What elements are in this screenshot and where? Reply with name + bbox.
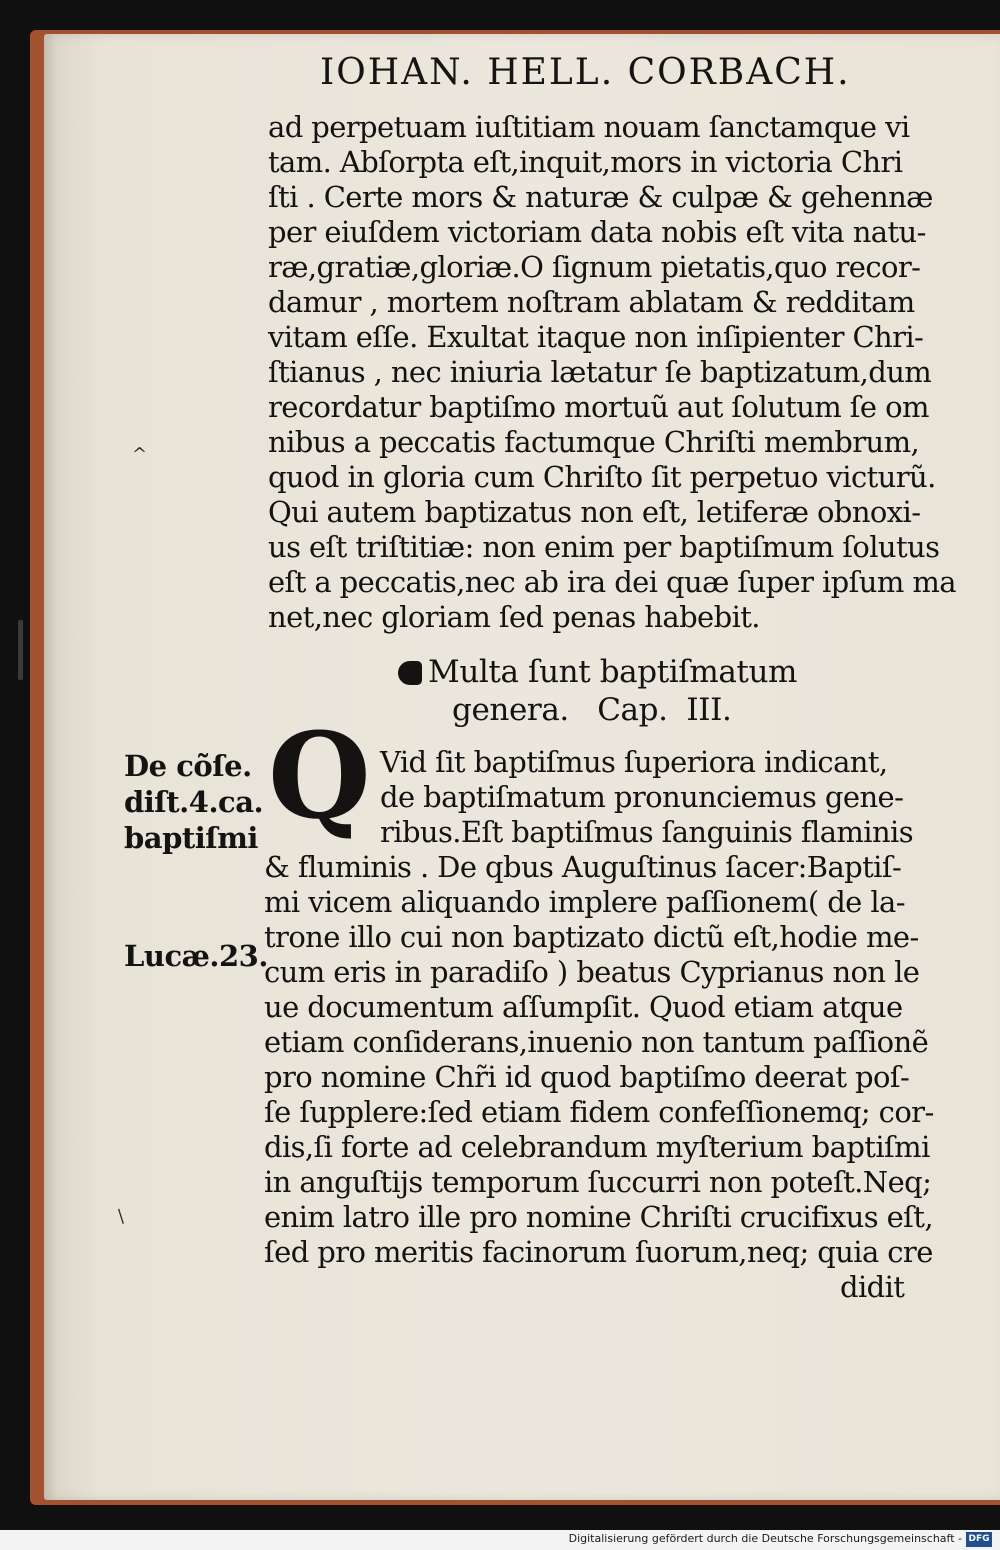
body-line: trone illo cui non baptizato dictũ eſt,hodie me- [264, 920, 919, 954]
chapter-heading-line-1 [398, 654, 797, 690]
margin-note-line: baptiſmi [124, 821, 258, 855]
funding-credit: Digitalisierung gefördert durch die Deutsche Forschungsgemeinschaft - [568, 1532, 962, 1545]
body-line: dis,ſi forte ad celebrandum myſterium baptiſmi [264, 1130, 930, 1164]
page-clip [18, 620, 23, 680]
body-line: damur , mortem noſtram ablatam & redditam [268, 285, 915, 319]
body-line: pro nomine Chr̃i id quod baptiſmo deerat poſ- [264, 1060, 910, 1094]
body-line: ſtianus , nec iniuria lætatur ſe baptizatum,dum [268, 355, 932, 389]
dfg-logo: DFG [966, 1532, 992, 1547]
body-line: per eiuſdem victoriam data nobis eſt vita natu- [268, 215, 926, 249]
body-line: ſe ſupplere:ſed etiam fidem confeſſionemq; cor- [264, 1095, 934, 1129]
body-line: & fluminis . De qbus Auguſtinus ſacer:Baptiſ- [264, 850, 902, 884]
body-line: etiam conſiderans,inuenio non tantum paſſionẽ [264, 1025, 929, 1059]
footer-bar [0, 1530, 1000, 1550]
chapter-heading-text: Multa ſunt baptiſmatum [428, 654, 798, 690]
body-line: ribus.Eſt baptiſmus ſanguinis flaminis [380, 815, 913, 849]
body-line: vitam eſſe. Exultat itaque non inſipienter Chri- [268, 320, 924, 354]
body-line: eſt a peccatis,nec ab ira dei quæ ſuper ipſum ma [268, 565, 956, 599]
body-line: quod in gloria cum Chriſto ſit perpetuo victurũ. [268, 460, 936, 494]
body-line: in anguſtijs temporum ſuccurri non poteſt.Neq; [264, 1165, 932, 1199]
body-line: ſed pro meritis facinorum ſuorum,neq; quia cre [264, 1235, 933, 1269]
body-line: enim latro ille pro nomine Chriſti crucifixus eſt, [264, 1200, 933, 1234]
body-line: ue documentum aſſumpſit. Quod etiam atque [264, 990, 903, 1024]
margin-note-line: diſt.4.ca. [124, 785, 264, 819]
body-line: ad perpetuam iuſtitiam nouam ſanctamque vi [268, 110, 910, 144]
body-line: cum eris in paradiſo ) beatus Cyprianus non le [264, 955, 920, 989]
body-line: mi vicem aliquando implere paſſionem( de la- [264, 885, 905, 919]
body-line: ſti . Certe mors & naturæ & culpæ & gehennæ [268, 180, 933, 214]
body-line: ræ,gratiæ,gloriæ.O ſignum pietatis,quo recor- [268, 250, 921, 284]
catchword: didit [840, 1270, 905, 1304]
running-head: IOHAN. HELL. CORBACH. [320, 52, 851, 93]
body-line: net,nec gloriam ſed penas habebit. [268, 600, 760, 634]
margin-note-lucae: Lucæ.23. [124, 939, 268, 973]
ink-speck: ^ [132, 444, 148, 465]
paragraph-mark-icon [398, 661, 422, 685]
body-line: Qui autem baptizatus non eſt, letiferæ obnoxi- [268, 495, 921, 529]
body-line: recordatur baptiſmo mortuũ aut ſolutum ſe om [268, 390, 929, 424]
body-line: Vid ſit baptiſmus ſuperiora indicant, [380, 745, 888, 779]
margin-note-line: De cõſe. [124, 749, 252, 783]
chapter-heading-line-2: genera. Cap. III. [452, 692, 732, 728]
body-line: us eſt triſtitiæ: non enim per baptiſmum ſolutus [268, 530, 940, 564]
ink-speck: / [112, 1206, 130, 1227]
body-line: tam. Abſorpta eſt,inquit,mors in victoria Chri [268, 145, 903, 179]
drop-cap: Q [268, 706, 371, 845]
body-line: nibus a peccatis factumque Chriſti membrum, [268, 425, 920, 459]
body-line: de baptiſmatum pronunciemus gene- [380, 780, 904, 814]
